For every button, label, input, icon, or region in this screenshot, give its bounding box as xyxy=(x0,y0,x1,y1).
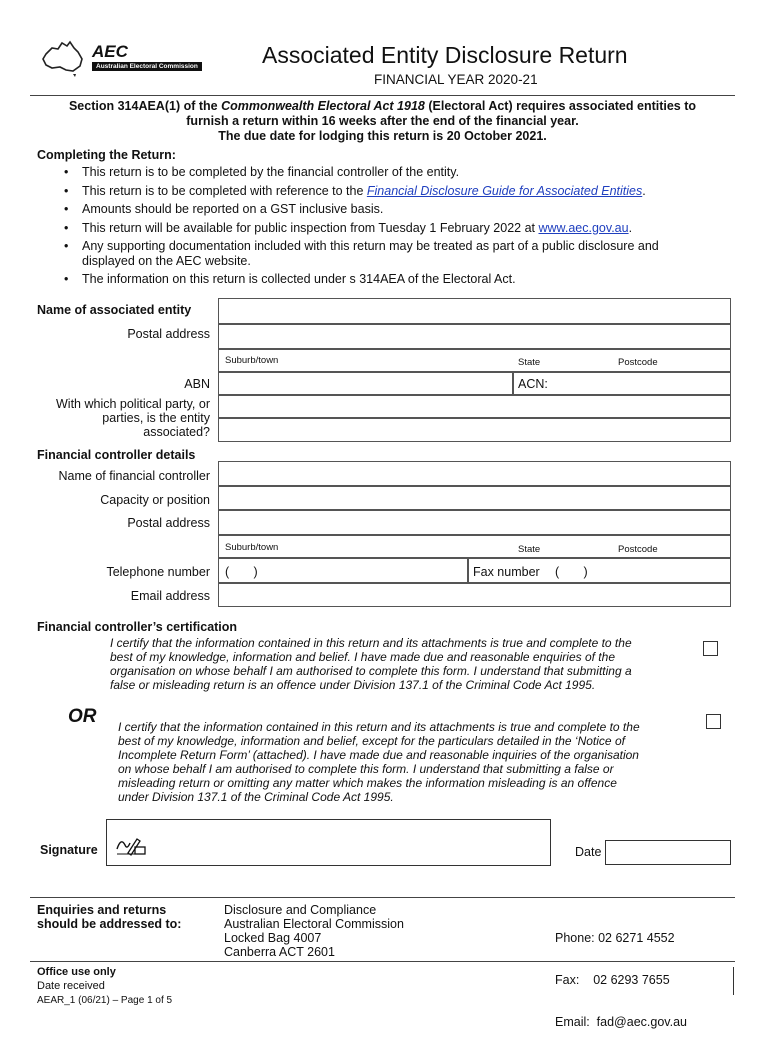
certification-option-2-checkbox[interactable] xyxy=(706,714,721,729)
completing-list xyxy=(58,165,738,291)
aec-logo xyxy=(40,40,205,80)
contact-fax: Fax: 02 6293 7655 xyxy=(555,973,670,987)
entity-postal-label: Postal address xyxy=(127,327,210,341)
fax-label: Fax number xyxy=(473,565,540,579)
list-item: • This return is to be completed by the financial controller of the entity. xyxy=(58,165,738,180)
suburb-label: Suburb/town xyxy=(225,355,279,366)
logo-text: AEC xyxy=(92,42,128,61)
signature-field[interactable] xyxy=(106,819,551,866)
certification-option-1-text: I certify that the information contained in this return and its attachments is true and complete to the best of my knowledge, information and belief. I have made due and reasonable enquiries of the organisation on whose behalf I am authorised to complete this form. I understand that submitting a false or misleading return is an offence under Division 137.1 of the Criminal Code Act 1995. xyxy=(110,636,632,692)
date-received-label: Date received xyxy=(37,980,105,992)
entity-name-label: Name of associated entity xyxy=(37,303,192,317)
certification-heading: Financial controller’s certification xyxy=(37,620,238,634)
capacity-field[interactable] xyxy=(218,486,731,510)
office-use-label: Office use only xyxy=(37,966,116,978)
footer-rule xyxy=(30,961,735,962)
logo-subtext: Australian Electoral Commission xyxy=(92,62,202,71)
state-label: State xyxy=(518,544,541,555)
list-item: • This return is to be completed with reference to the Financial Disclosure Guide for Associated Entities. xyxy=(58,184,738,199)
party-label: With which political party, or parties, is the entity associated? xyxy=(56,397,210,439)
list-item: • This return will be available for public inspection from Tuesday 1 February 2022 at www.aec.gov.au. xyxy=(58,221,738,236)
header-rule xyxy=(30,95,735,96)
guide-link[interactable]: Financial Disclosure Guide for Associated Entities xyxy=(366,183,643,198)
signature-pen-icon xyxy=(115,833,147,857)
controller-suburb-field[interactable] xyxy=(218,535,731,558)
controller-heading: Financial controller details xyxy=(37,448,196,462)
suburb-label: Suburb/town xyxy=(225,542,279,553)
or-label: OR xyxy=(68,706,97,727)
state-label: State xyxy=(518,357,541,368)
phone-area-paren: ( ) xyxy=(225,565,258,579)
acn-label: ACN: xyxy=(518,377,548,391)
entity-name-field[interactable] xyxy=(218,298,731,324)
phone-field[interactable] xyxy=(218,558,468,583)
date-label: Date xyxy=(575,845,602,859)
email-label: Email address xyxy=(130,589,210,603)
aec-website-link[interactable]: www.aec.gov.au xyxy=(538,220,629,235)
party-field-2[interactable] xyxy=(218,418,731,442)
australia-map-icon xyxy=(40,40,86,78)
party-field-1[interactable] xyxy=(218,395,731,418)
list-item: • Any supporting documentation included with this return may be treated as part of a public disclosure and displayed on the AEC website. xyxy=(58,239,738,268)
acn-field[interactable] xyxy=(513,372,731,395)
certification-option-2-text: I certify that the information contained in this return and its attachments is true and complete to the best of my knowledge, information and belief, except for the particulars detailed in the ‘Notice of Incomplete Return Form’ (attached). I have made due and reasonable inquiries of the organisation on whose behalf I am authorised to complete this form. I understand that submitting a false or misleading return or omitting any matter which makes the information misleading is an offence under Division 137.1 of the Criminal Code Act 1995. xyxy=(118,720,640,804)
capacity-label: Capacity or position xyxy=(100,493,210,507)
enquiries-contacts xyxy=(555,903,687,1043)
office-use-divider xyxy=(733,967,734,995)
signature-label: Signature xyxy=(40,843,98,857)
fax-area-paren: ( ) xyxy=(555,565,588,579)
controller-postal-field[interactable] xyxy=(218,510,731,535)
controller-name-label: Name of financial controller xyxy=(58,469,210,483)
postcode-label: Postcode xyxy=(618,544,658,555)
postcode-label: Postcode xyxy=(618,357,658,368)
page-title: Associated Entity Disclosure Return xyxy=(262,42,628,68)
certification-option-1-checkbox[interactable] xyxy=(703,641,718,656)
controller-postal-label: Postal address xyxy=(127,516,210,530)
contact-email: Email: fad@aec.gov.au xyxy=(555,1015,687,1029)
abn-field[interactable] xyxy=(218,372,513,395)
phone-label: Telephone number xyxy=(106,565,210,579)
page-subtitle: FINANCIAL YEAR 2020-21 xyxy=(374,72,538,87)
contact-phone: Phone: 02 6271 4552 xyxy=(555,931,675,945)
enquiries-label: Enquiries and returns should be addressed to: xyxy=(37,903,182,931)
controller-name-field[interactable] xyxy=(218,461,731,486)
abn-label: ABN xyxy=(184,377,210,391)
list-item: • The information on this return is collected under s 314AEA of the Electoral Act. xyxy=(58,272,738,287)
list-item: • Amounts should be reported on a GST inclusive basis. xyxy=(58,202,738,217)
intro-text: Section 314AEA(1) of the Commonwealth Electoral Act 1918 (Electoral Act) requires associated entities to furnish a return within 16 weeks after the end of the financial year. The due date for lodging this return is 20 October 2021. xyxy=(68,99,697,143)
fax-field[interactable] xyxy=(468,558,731,583)
enquiries-rule xyxy=(30,897,735,898)
act-name: Commonwealth Electoral Act 1918 xyxy=(221,99,425,113)
date-field[interactable] xyxy=(605,840,731,865)
enquiries-address: Disclosure and Compliance Australian Electoral Commission Locked Bag 4007 Canberra ACT 2601 xyxy=(224,903,404,959)
completing-heading: Completing the Return: xyxy=(37,148,176,162)
email-field[interactable] xyxy=(218,583,731,607)
form-code: AEAR_1 (06/21) – Page 1 of 5 xyxy=(37,995,173,1006)
entity-postal-field[interactable] xyxy=(218,324,731,349)
entity-suburb-field[interactable] xyxy=(218,349,731,372)
